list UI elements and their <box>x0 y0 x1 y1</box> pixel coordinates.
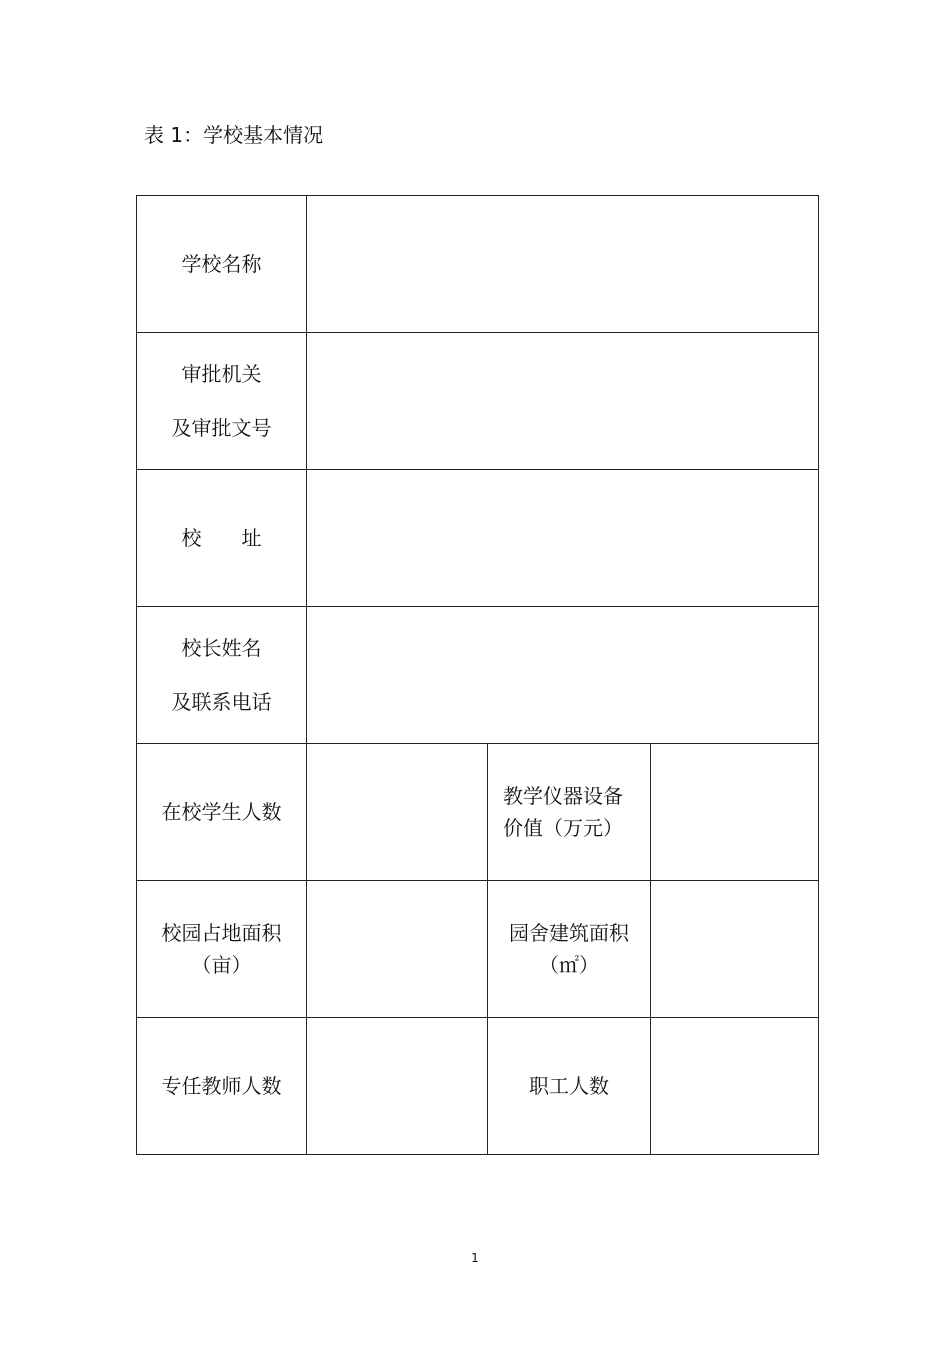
table-row <box>137 196 819 333</box>
equipment-field[interactable] <box>651 744 819 881</box>
school-name-field[interactable] <box>307 196 819 333</box>
building-area-field[interactable] <box>651 881 819 1018</box>
label-school-name: 学校名称 <box>137 196 307 333</box>
page-number: 1 <box>471 1251 479 1265</box>
table-title: 表 1：学校基本情况 <box>144 123 324 147</box>
staff-field[interactable] <box>651 1018 819 1155</box>
label-address: 校 址 <box>137 470 307 607</box>
teachers-field[interactable] <box>307 1018 488 1155</box>
label-principal: 校长姓名 及联系电话 <box>137 607 307 744</box>
label-approval: 审批机关 及审批文号 <box>137 333 307 470</box>
label-staff: 职工人数 <box>488 1018 651 1155</box>
label-campus-area: 校园占地面积 （亩） <box>137 881 307 1018</box>
address-field[interactable] <box>307 470 819 607</box>
label-building-area: 园舍建筑面积 （㎡） <box>488 881 651 1018</box>
label-teachers: 专任教师人数 <box>137 1018 307 1155</box>
campus-area-field[interactable] <box>307 881 488 1018</box>
principal-field[interactable] <box>307 607 819 744</box>
table-row <box>137 470 819 607</box>
table-row <box>137 744 819 881</box>
students-field[interactable] <box>307 744 488 881</box>
label-equipment: 教学仪器设备 价值（万元） <box>488 744 651 881</box>
table-row <box>137 333 819 470</box>
school-info-table <box>136 195 819 1155</box>
table-row <box>137 881 819 1018</box>
table-row <box>137 607 819 744</box>
table-row <box>137 1018 819 1155</box>
label-students: 在校学生人数 <box>137 744 307 881</box>
approval-field[interactable] <box>307 333 819 470</box>
